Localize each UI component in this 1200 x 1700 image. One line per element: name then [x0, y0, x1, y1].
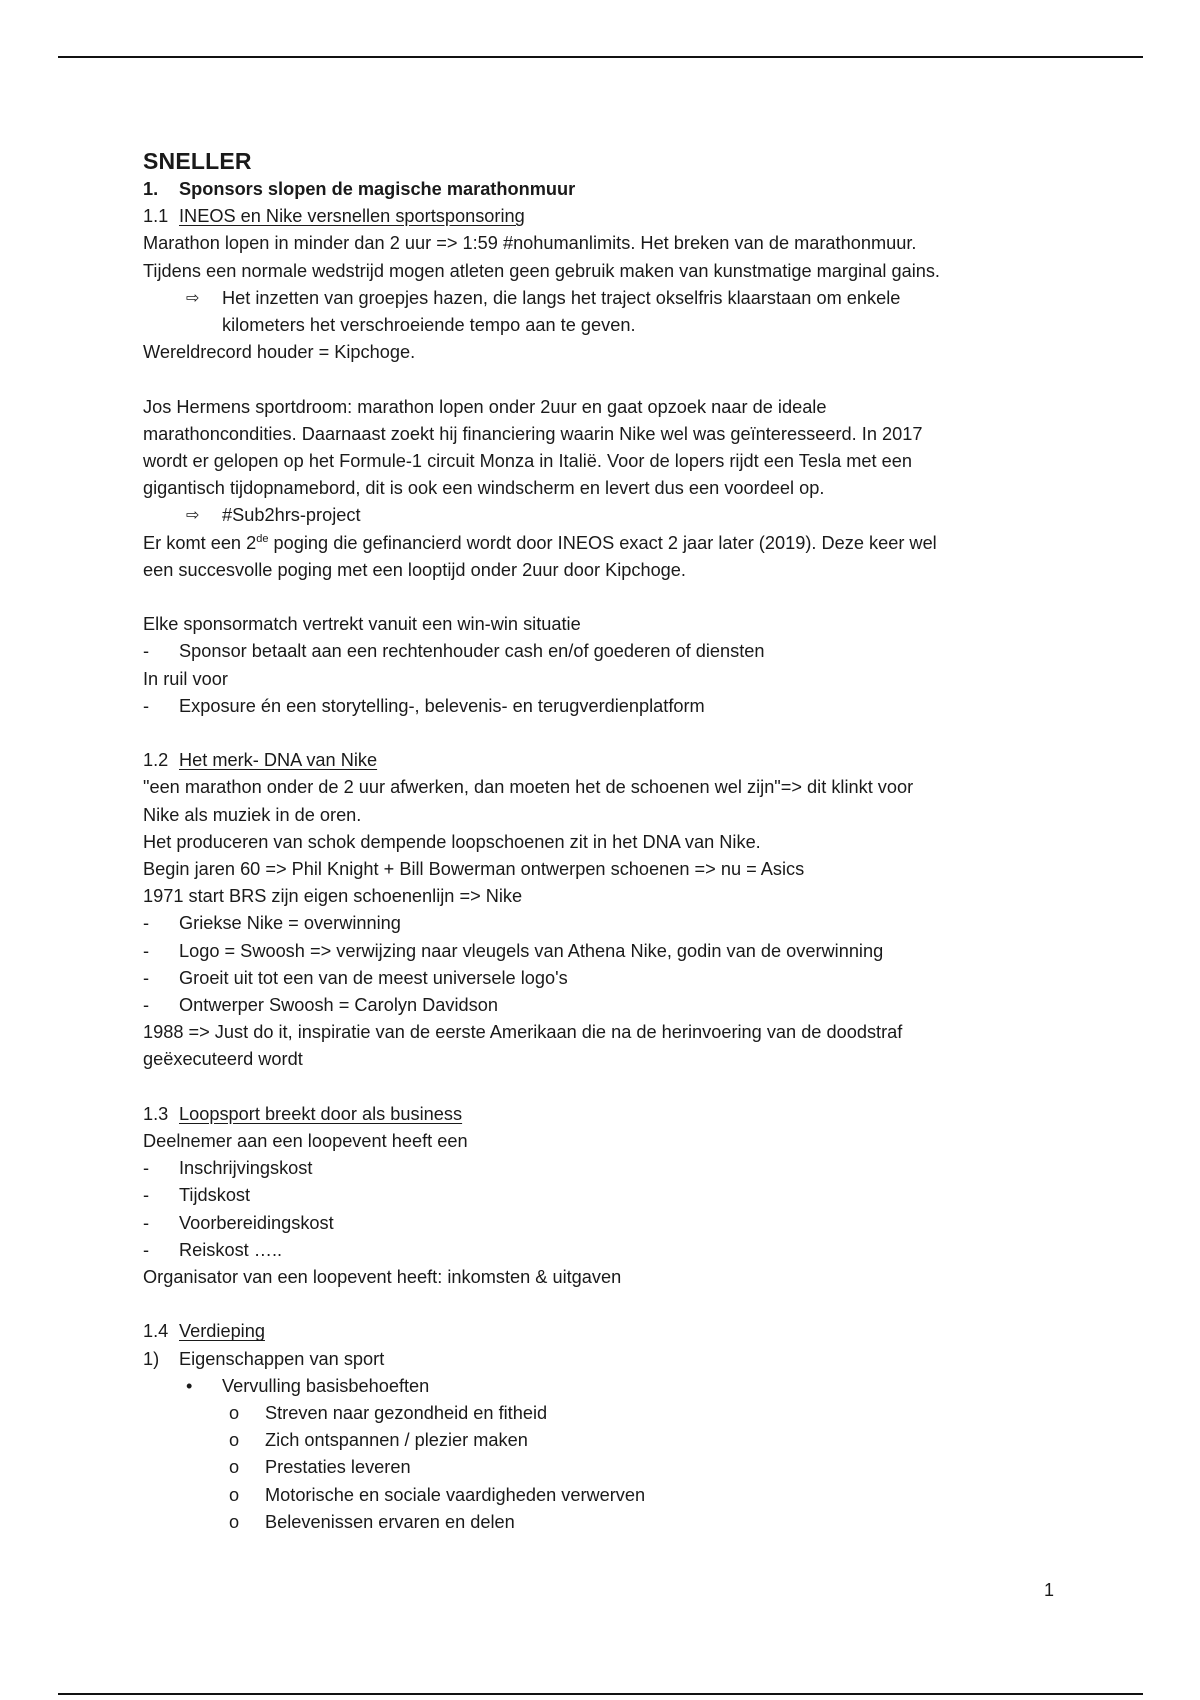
dash-item-text: Sponsor betaalt aan een rechtenhouder cash en/of goederen of diensten	[179, 641, 765, 662]
section-1-3-title: Loopsport breekt door als business	[179, 1103, 463, 1124]
dash-item-text: Logo = Swoosh => verwijzing naar vleugels van Athena Nike, godin van de overwinning	[179, 940, 884, 961]
dash-item-text: Inschrijvingskost	[179, 1158, 313, 1179]
sub-bullet-item	[143, 1400, 1043, 1427]
sub-bullet-text: Streven naar gezondheid en fitheid	[265, 1403, 548, 1424]
dash-item	[143, 1155, 1043, 1182]
sub-bullet-item	[143, 1509, 1043, 1536]
dash-item	[143, 1182, 1043, 1209]
section-1-title: Sponsors slopen de magische marathonmuur	[179, 179, 576, 199]
paragraph-line: Jos Hermens sportdroom: marathon lopen onder 2uur en gaat opzoek naar de ideale	[143, 396, 827, 417]
dash-item	[143, 638, 1043, 665]
dash-item-text: Groeit uit tot een van de meest universele logo's	[179, 967, 568, 988]
paragraph-line: Begin jaren 60 => Phil Knight + Bill Bowerman ontwerpen schoenen => nu = Asics	[143, 859, 805, 880]
paragraph-line: marathoncondities. Daarnaast zoekt hij financiering waarin Nike wel was geïnteresseerd. In 2017	[143, 423, 923, 444]
dash-item	[143, 1210, 1043, 1237]
dash-marker: -	[143, 1185, 150, 1206]
bullet-item	[143, 1373, 1043, 1400]
text-run: Er komt een 2	[143, 532, 257, 553]
bullet-item-text: Vervulling basisbehoeften	[222, 1375, 430, 1396]
paragraph-line: een succesvolle poging met een looptijd onder 2uur door Kipchoge.	[143, 559, 686, 580]
dash-marker: -	[143, 1212, 150, 1233]
dash-marker: -	[143, 695, 150, 716]
section-1-4-title: Verdieping	[179, 1321, 265, 1342]
arrow-item-text: Het inzetten van groepjes hazen, die langs het traject okselfris klaarstaan om enkele kilometers het verschroeiende tempo aan te geven.	[222, 287, 901, 336]
section-1-3-heading	[143, 1101, 1043, 1128]
number-marker: 1)	[143, 1348, 160, 1369]
dash-marker: -	[143, 995, 150, 1016]
section-1-number: 1.	[143, 179, 159, 199]
arrow-icon: ⇨	[186, 289, 200, 307]
dash-item	[143, 938, 1043, 965]
dash-marker: -	[143, 913, 150, 934]
circle-bullet-icon: o	[229, 1511, 240, 1532]
dash-item	[143, 1237, 1043, 1264]
dash-item-text: Tijdskost	[179, 1185, 251, 1206]
section-1-1-title: INEOS en Nike versnellen sportsponsoring	[179, 206, 525, 227]
sub-bullet-text: Belevenissen ervaren en delen	[265, 1511, 515, 1532]
dash-marker: -	[143, 1239, 150, 1260]
section-1-2-heading	[143, 747, 1043, 774]
sub-bullet-text: Prestaties leveren	[265, 1457, 411, 1478]
sub-bullet-item	[143, 1427, 1043, 1454]
section-1-4-number: 1.4	[143, 1321, 169, 1342]
dash-item-text: Exposure én een storytelling-, belevenis- en terugverdienplatform	[179, 695, 705, 716]
paragraph-line: Marathon lopen in minder dan 2 uur => 1:59 #nohumanlimits. Het breken van de marathonmuur.	[143, 233, 917, 254]
sub-bullet-item	[143, 1454, 1043, 1481]
dash-item-text: Voorbereidingskost	[179, 1212, 334, 1233]
paragraph-line: wordt er gelopen op het Formule-1 circuit Monza in Italië. Voor de lopers rijdt een Tesla met een	[143, 451, 912, 472]
page-content	[143, 146, 1043, 1536]
paragraph-line: Het produceren van schok dempende loopschoenen zit in het DNA van Nike.	[143, 831, 761, 852]
dash-marker: -	[143, 1158, 150, 1179]
paragraph-line: Tijdens een normale wedstrijd mogen atleten geen gebruik maken van kunstmatige marginal gains.	[143, 260, 940, 281]
paragraph-line: Nike als muziek in de oren.	[143, 804, 362, 825]
numbered-item-text: Eigenschappen van sport	[179, 1348, 385, 1369]
superscript: de	[256, 532, 269, 545]
dash-item	[143, 693, 1043, 720]
dash-item	[143, 965, 1043, 992]
circle-bullet-icon: o	[229, 1430, 240, 1451]
bullet-icon: •	[186, 1375, 193, 1396]
header-rule	[58, 56, 1143, 58]
numbered-item	[143, 1346, 1043, 1373]
circle-bullet-icon: o	[229, 1403, 240, 1424]
paragraph-line: In ruil voor	[143, 668, 228, 689]
dash-item-text: Griekse Nike = overwinning	[179, 913, 401, 934]
dash-marker: -	[143, 641, 150, 662]
paragraph-line: 1971 start BRS zijn eigen schoenenlijn => Nike	[143, 886, 523, 907]
circle-bullet-icon: o	[229, 1457, 240, 1478]
paragraph-line: Elke sponsormatch vertrekt vanuit een win-win situatie	[143, 614, 581, 635]
section-1-heading	[143, 176, 1043, 203]
section-1-4-heading	[143, 1318, 1043, 1345]
section-1-1-heading	[143, 203, 1043, 230]
paragraph-line: gigantisch tijdopnamebord, dit is ook een windscherm en levert dus een voordeel op.	[143, 478, 825, 499]
paragraph-line: 1988 => Just do it, inspiratie van de eerste Amerikaan die na de herinvoering van de doodstraf	[143, 1022, 903, 1043]
section-1-2-number: 1.2	[143, 750, 169, 771]
paragraph-line: Organisator van een loopevent heeft: inkomsten & uitgaven	[143, 1267, 622, 1288]
circle-bullet-icon: o	[229, 1484, 240, 1505]
arrow-item-text: #Sub2hrs-project	[222, 505, 361, 526]
arrow-item	[143, 502, 1043, 529]
dash-item-text: Reiskost …..	[179, 1239, 283, 1260]
paragraph-line: geëxecuteerd wordt	[143, 1049, 303, 1070]
sub-bullet-item	[143, 1482, 1043, 1509]
dash-item	[143, 992, 1043, 1019]
section-1-1-number: 1.1	[143, 206, 169, 227]
arrow-item	[143, 285, 1043, 339]
paragraph-line	[143, 530, 1043, 557]
footer-rule	[58, 1693, 1143, 1695]
dash-item-text: Ontwerper Swoosh = Carolyn Davidson	[179, 995, 498, 1016]
sub-bullet-text: Zich ontspannen / plezier maken	[265, 1430, 528, 1451]
paragraph-line: Wereldrecord houder = Kipchoge.	[143, 342, 416, 363]
document-title: SNELLER	[143, 148, 252, 174]
section-1-3-number: 1.3	[143, 1103, 169, 1124]
sub-bullet-text: Motorische en sociale vaardigheden verwerven	[265, 1484, 646, 1505]
arrow-icon: ⇨	[186, 507, 200, 525]
section-1-2-title: Het merk- DNA van Nike	[179, 750, 378, 771]
page-number: 1	[1044, 1580, 1055, 1600]
paragraph-line: Deelnemer aan een loopevent heeft een	[143, 1131, 468, 1152]
dash-marker: -	[143, 940, 150, 961]
paragraph-line: "een marathon onder de 2 uur afwerken, dan moeten het de schoenen wel zijn"=> dit klinkt voor	[143, 777, 914, 798]
dash-item	[143, 910, 1043, 937]
dash-marker: -	[143, 967, 150, 988]
text-run: poging die gefinancierd wordt door INEOS exact 2 jaar later (2019). Deze keer wel	[268, 532, 937, 553]
